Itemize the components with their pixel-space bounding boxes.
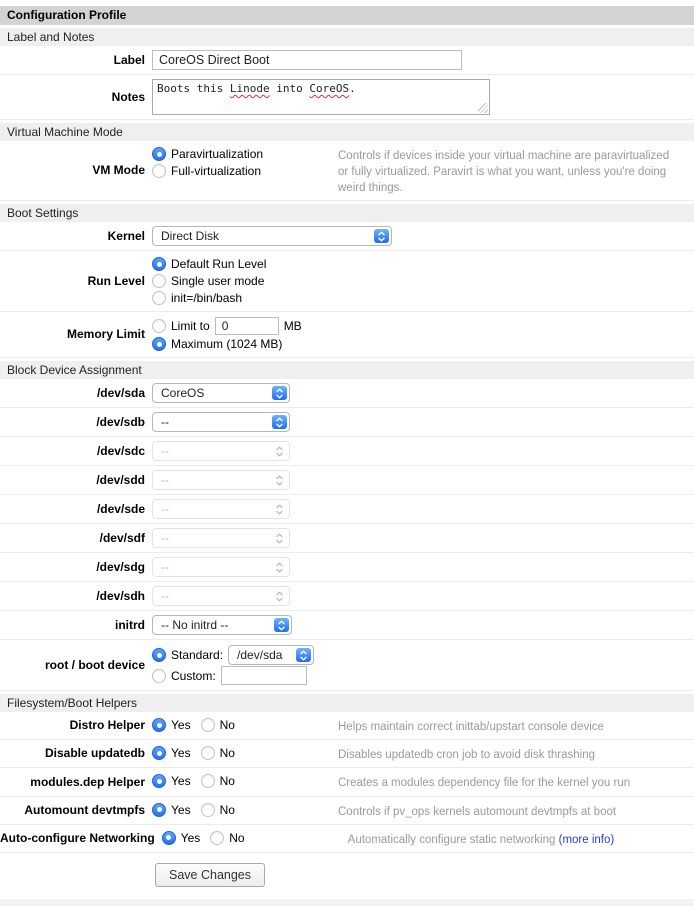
device-sdg-select [152,557,290,577]
memory-limit-label: Memory Limit [66,327,145,342]
helper-no-option[interactable] [201,745,235,761]
device-sdh-select [152,586,290,606]
radio-option-label[interactable]: Default Run Level [171,257,267,272]
section-block-device-assignment: Block Device Assignment [0,361,694,379]
run-level-option-single-user[interactable] [152,273,694,289]
device-label: /dev/sdh [96,588,145,603]
radio-option-label[interactable]: Yes [171,746,191,761]
helper-no-option[interactable] [201,773,235,789]
root-device-custom-input[interactable] [221,666,307,685]
notes-text: into [269,82,310,95]
radio-selected-icon[interactable] [152,257,166,271]
helper-row-automount-devtmpfs [0,797,694,825]
label-input[interactable] [152,50,462,70]
radio-selected-icon[interactable] [152,774,166,788]
device-label: /dev/sdd [96,472,145,487]
device-sdf-select [152,528,290,548]
memory-unit-label: MB [283,319,302,334]
helper-label: Disable updatedb [44,746,145,761]
radio-option-label[interactable]: Yes [171,718,191,733]
radio-option-label[interactable]: Yes [180,830,201,845]
helper-help-text: Disables updatedb cron job to avoid disk thrashing [338,749,595,762]
label-row [0,46,694,75]
helper-row-distro-helper [0,712,694,740]
select-stepper-icon [272,415,287,429]
helper-label: Automount devtmpfs [24,802,145,817]
radio-option-label[interactable]: Custom: [171,668,216,683]
device-row-sdh [0,582,694,611]
select-stepper-icon [296,648,311,662]
radio-option-label[interactable]: Standard: [171,648,224,663]
run-level-option-default[interactable] [152,256,694,272]
device-row-sdg [0,553,694,582]
helper-no-option[interactable] [201,802,235,818]
radio-option-label[interactable]: Maximum (1024 MB) [171,337,283,352]
device-label: /dev/sdc [96,443,145,458]
select-stepper-icon [272,444,287,458]
radio-option-label[interactable]: Full-virtualization [171,164,262,178]
radio-option-label[interactable]: No [229,830,245,845]
radio-unselected-icon[interactable] [210,831,224,845]
select-stepper-icon [272,473,287,487]
initrd-select[interactable] [152,615,292,635]
helper-row-disable-updatedb [0,740,694,768]
device-sdb-select[interactable] [152,412,290,432]
run-level-option-init-bin-bash[interactable] [152,290,694,306]
page-title: Configuration Profile [0,6,694,25]
initrd-label: initrd [115,617,145,632]
root-boot-device-label: root / boot device [44,657,145,672]
select-stepper-icon [272,560,287,574]
helper-yes-option[interactable] [152,745,191,761]
radio-selected-icon[interactable] [152,718,166,732]
select-stepper-icon [272,589,287,603]
notes-row [0,75,694,120]
radio-selected-icon[interactable] [152,803,166,817]
helper-label: Auto-configure Networking [0,830,155,845]
radio-selected-icon[interactable] [162,831,176,845]
device-label: /dev/sdf [99,530,145,545]
section-label-and-notes: Label and Notes [0,28,694,46]
radio-option-label[interactable]: No [219,746,235,761]
helper-label: modules.dep Helper [30,774,145,789]
radio-unselected-icon[interactable] [201,774,215,788]
notes-field-label: Notes [111,89,145,104]
memory-limit-option-limit-to[interactable] [152,317,694,335]
notes-misspelled-word: CoreOS [309,82,350,95]
vm-mode-option-paravirtualization[interactable] [152,146,338,162]
device-row-sdb [0,408,694,437]
section-boot-settings: Boot Settings [0,204,694,222]
device-select-value: -- [161,444,169,459]
device-row-sde [0,495,694,524]
memory-limit-input[interactable] [215,317,279,335]
device-select-value: -- [161,415,169,430]
vm-mode-label: VM Mode [92,163,145,178]
notes-text: Boots this [157,82,230,95]
device-label: /dev/sdg [96,559,145,574]
device-sde-select [152,499,290,519]
radio-unselected-icon[interactable] [201,746,215,760]
device-row-sdd [0,466,694,495]
kernel-select[interactable] [152,226,392,246]
section-filesystem-boot-helpers: Filesystem/Boot Helpers [0,694,694,712]
device-label: /dev/sde [96,501,145,516]
notes-misspelled-word: Linode [229,82,270,95]
select-stepper-icon [274,618,289,632]
helper-no-option[interactable] [201,717,235,733]
device-select-value: CoreOS [161,386,205,401]
vm-mode-help-text: Controls if devices inside your virtual machine are paravirtualized or fully virtualized. Paravirt is what you want, unless you're doing weird things. [338,150,670,195]
vm-mode-option-full-virtualization[interactable] [152,163,338,179]
radio-option-label[interactable]: Yes [171,802,191,817]
radio-option-label[interactable]: Limit to [171,319,210,334]
radio-unselected-icon[interactable] [152,164,166,178]
kernel-select-value: Direct Disk [161,229,220,244]
label-field-label: Label [113,52,145,67]
kernel-label: Kernel [107,228,145,243]
device-select-value: -- [161,502,169,517]
select-stepper-icon [272,386,287,400]
kernel-row [0,222,694,251]
footer-row [0,853,694,899]
device-label: /dev/sdb [96,414,145,429]
select-stepper-icon [374,229,389,243]
radio-selected-icon[interactable] [152,648,166,662]
root-boot-device-row [0,640,694,691]
helper-help-text: Helps maintain correct inittab/upstart console device [338,721,604,734]
device-select-value: -- [161,560,169,575]
radio-option-label[interactable]: Paravirtualization [171,147,264,161]
radio-unselected-icon[interactable] [152,274,166,288]
more-info-link[interactable]: (more info) [558,833,615,846]
radio-unselected-icon[interactable] [152,291,166,305]
radio-unselected-icon[interactable] [201,803,215,817]
helper-yes-option[interactable] [162,830,201,846]
helper-help-text-part: Automatically configure static networking [347,833,559,846]
notes-text: . [349,82,356,95]
memory-limit-option-maximum[interactable] [152,336,694,352]
section-virtual-machine-mode: Virtual Machine Mode [0,123,694,141]
select-stepper-icon [272,502,287,516]
root-device-standard-select[interactable] [228,645,314,665]
device-sdd-select [152,470,290,490]
radio-option-label[interactable]: Single user mode [171,274,265,289]
device-row-sda [0,379,694,408]
run-level-row [0,251,694,312]
radio-selected-icon[interactable] [152,337,166,351]
root-device-select-value: /dev/sda [237,648,283,663]
radio-selected-icon[interactable] [152,147,166,161]
device-select-value: -- [161,531,169,546]
radio-option-label[interactable]: Yes [171,774,191,789]
device-select-value: -- [161,473,169,488]
radio-selected-icon[interactable] [152,746,166,760]
root-device-option-standard[interactable] [152,645,694,665]
save-changes-button[interactable]: Save Changes [155,863,265,887]
helper-yes-option[interactable] [152,717,191,733]
run-level-label: Run Level [87,273,145,288]
helper-row-auto-configure-networking [0,825,694,853]
memory-limit-row [0,312,694,358]
device-label: /dev/sda [96,385,145,400]
radio-unselected-icon[interactable] [201,718,215,732]
helper-help-text [348,829,694,848]
initrd-select-value: -- No initrd -- [161,618,229,633]
root-device-option-custom[interactable] [152,666,694,685]
radio-unselected-icon[interactable] [152,319,166,333]
device-sdc-select [152,441,290,461]
radio-option-label[interactable]: init=/bin/bash [171,291,243,306]
helper-help-text: Creates a modules dependency file for the kernel you run [338,777,631,790]
helper-row-modules-dep [0,768,694,796]
device-row-sdc [0,437,694,466]
helper-yes-option[interactable] [152,802,191,818]
device-sda-select[interactable] [152,383,290,403]
helper-help-text: Controls if pv_ops kernels automount devtmpfs at boot [338,805,617,818]
helper-yes-option[interactable] [152,773,191,789]
vm-mode-row [0,141,694,201]
radio-unselected-icon[interactable] [152,669,166,683]
radio-option-label[interactable]: No [219,802,235,817]
bottom-strip [0,899,694,906]
initrd-row [0,611,694,640]
select-stepper-icon [272,531,287,545]
radio-option-label[interactable]: No [219,774,235,789]
radio-option-label[interactable]: No [219,718,235,733]
device-select-value: -- [161,589,169,604]
helper-no-option[interactable] [210,830,244,846]
notes-textarea[interactable] [152,79,490,115]
helper-label: Distro Helper [69,718,145,733]
device-row-sdf [0,524,694,553]
